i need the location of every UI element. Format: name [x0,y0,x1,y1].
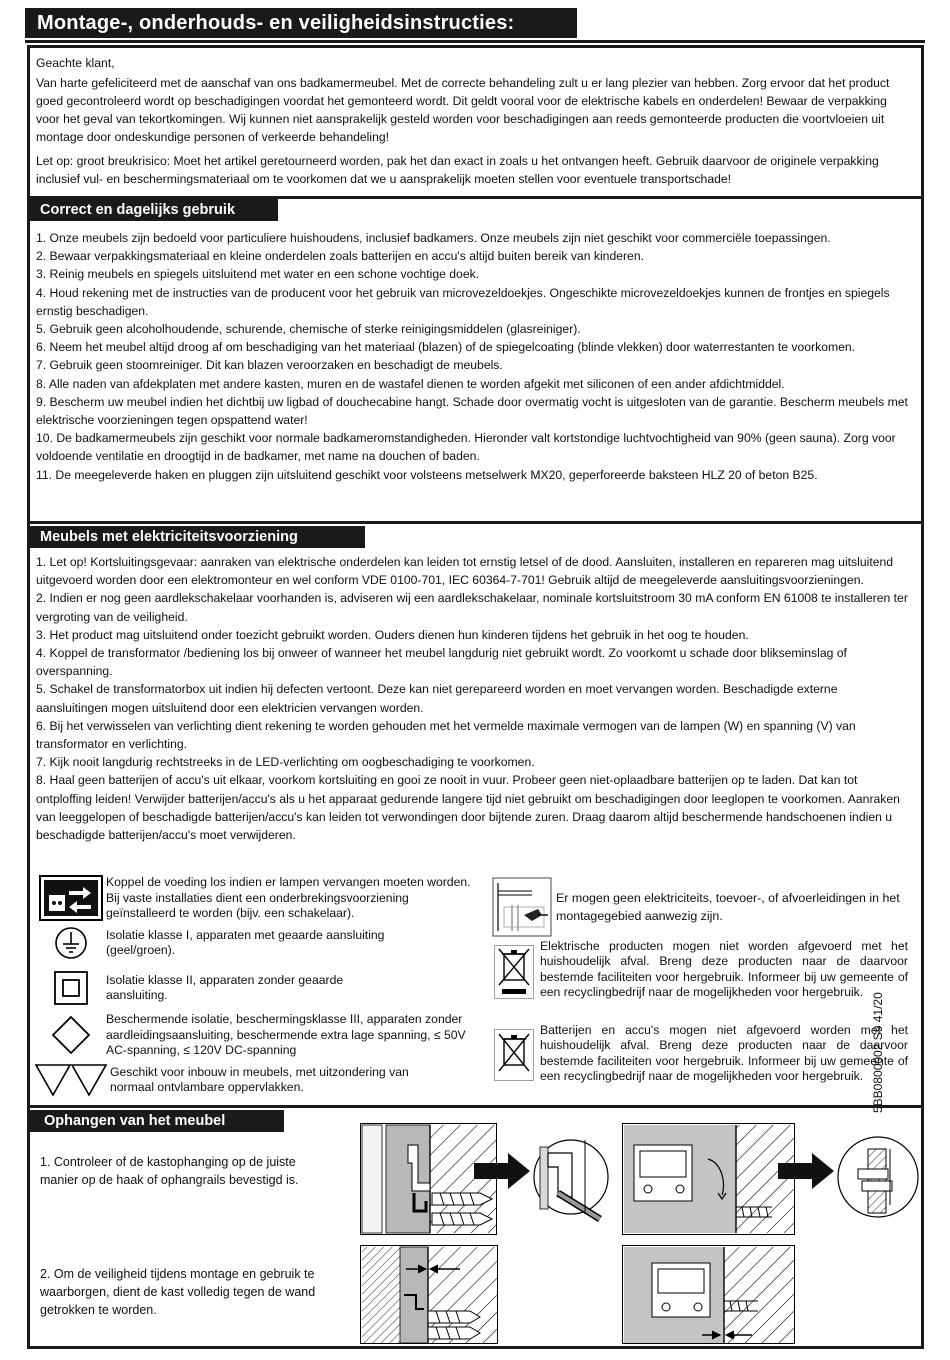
symbol-row [488,939,918,1001]
section-heading-hanging: Ophangen van het meubel [30,1110,284,1132]
symbol-row [36,926,481,960]
list-item: 1. Let op! Kortsluitingsgevaar: aanraken van elektrische onderdelen kan leiden tot ernstig letsel of de dood. Aansluiten, installeren en repareren mag uitsluitend uitgevoerd worden door een elektromonteur en wel conform VDE 0100-701, IEC 60364-7-701! Gebruik altijd de meegeleverde aansluitingsvoorzieningen. [36,555,894,588]
list-item: 6. Neem het meubel altijd droog af om beschadiging van het materiaal (blazen) of de spiegelcoating (blinde vlekken) door waterrestanten te voorkomen. [36,340,856,355]
instruction-sheet [25,8,925,1351]
list-item: 7. Kijk nooit langdurig rechtstreeks in de LED-verlichting om oogbeschadiging te voorkomen. [36,755,535,770]
list-item: 6. Bij het verwisselen van verlichting dient rekening te worden gehouden met het vermelde maximale vermogen van de lampen (W) en spanning (V) van transformator en verlichting. [36,718,856,752]
list-item: 3. Het product mag uitsluitend onder toezicht gebruikt worden. Ouders dienen hun kinderen tijdens het gebruik in het oog te houden. [36,627,749,642]
symbol-text: Geschikt voor inbouw in meubels, met uitzondering van normaal ontvlambare oppervlakken. [110,1064,409,1094]
crossed-bin-icon [488,1023,540,1081]
rail-flush-wall-illustration [622,1245,797,1350]
hook-mounting-illustration [360,1123,610,1241]
electrical-list [36,553,912,844]
class-three-diamond-icon [36,1015,106,1055]
list-item: 4. Houd rekening met de instructies van de producent voor het gebruik van microvezeldoekjes. Ongeschikte microvezeldoekjes kunnen de frontjes en spiegels ernstig beschadigen. [36,285,890,318]
symbol-row [36,1012,481,1059]
list-item: 11. De meegeleverde haken en pluggen zijn uitsluitend geschikt voor volsteens metselwerk MX20, geperforeerde baksteen HLZ 20 of beton B25. [36,467,818,482]
intro-text [36,54,914,190]
class-two-insulation-icon [36,970,106,1006]
intro-paragraph-2: Let op: groot breukrisico: Moet het artikel geretourneerd worden, pak het dan exact in zoals u het ontvangen heeft. Gebruik daarvoor de originele verpakking inclusief vul- en beschermingsmateriaal om te voorkomen dat we u aansprakelijk moeten stellen voor eventuele transportschade! [36,154,879,186]
section-divider [30,521,921,524]
symbol-text: Koppel de voeding los indien er lampen vervangen moeten worden. Bij vaste installaties dient een onderbrekingsvoorziening geïnstalleerd te worden (bijv. een schakelaar). [106,875,471,920]
section-divider [30,1105,921,1108]
main-box [27,196,924,1349]
list-item: 9. Bescherm uw meubel indien het dichtbij uw ligbad of douchecabine hangt. Schade door overmatig vocht is uitgesloten van de garantie. Bescherm meubels met elektrische voorzieningen tegen opspattend water! [36,394,908,428]
intro-box [27,45,924,199]
symbol-text: Elektrische producten mogen niet worden afgevoerd met het huishoudelijk afval. Breng deze producten naar de daarvoor bestemde faciliteiten voor hergebruik. Informeer bij uw gemeente of een recyclingbedrijf naar de mogelijkheden voor hergebruik. [540,939,908,1000]
disconnect-plug-icon [36,875,106,921]
symbol-text: Er mogen geen elektriciteits, toevoer-, of afvoerleidingen in het montagegebied aanwezig zijn. [556,891,900,923]
document-code: 5BB0800002 S9 41/20 [871,992,885,1113]
no-cables-drilling-icon [488,877,556,937]
page-title: Montage-, onderhouds- en veiligheidsinstructies: [25,8,577,38]
cabinet-flush-wall-illustration [360,1245,500,1350]
hanging-step-1: 1. Controleer of de kastophanging op de juiste manier op de haak of ophangrails bevestigd is. [40,1155,299,1187]
list-item: 4. Koppel de transformator /bediening los bij onweer of wanneer het meubel langdurig niet gebruikt wordt. Zo voorkomt u schade door blikseminslag of overspanning. [36,646,847,679]
list-item: 3. Reinig meubels en spiegels uitsluitend met water en een schone vochtige doek. [36,267,480,282]
daily-use-list [36,229,912,484]
list-item: 5. Gebruik geen alcoholhoudende, schurende, chemische of sterke reinigingsmiddelen (glasreiniger). [36,322,581,337]
symbol-text: Beschermende isolatie, beschermingsklasse III, apparaten zonder aardleidingsaansluiting, beschermende extra lage spanning, ≤ 50V AC-spanning, ≤ 120V DC-spanning [106,1012,466,1057]
list-item: 8. Alle naden van afdekplaten met andere kasten, muren en de wastafel dienen te worden afgekit met siliconen of een ander afdichtmiddel. [36,376,785,391]
list-item: 1. Onze meubels zijn bedoeld voor particuliere huishoudens, inclusief badkamers. Onze meubels zijn niet geschikt voor commerciële toepassingen. [36,231,831,245]
rail-mounting-illustration [622,1123,922,1241]
symbol-row [36,970,481,1006]
list-item: 10. De badkamermeubels zijn geschikt voor normale badkameromstandigheden. Hieronder valt kortstondige luchtvochtigheid van 90% (geen sauna). Zorg voor voldoende ventilatie en droogtijd in de badkamer, met name na douchen of baden. [36,431,896,464]
crossed-bin-bar-icon [488,939,540,999]
list-item: 2. Bewaar verpakkingsmateriaal en kleine onderdelen zoals batterijen en accu's altijd buiten bereik van kinderen. [36,249,645,264]
list-item: 7. Gebruik geen stoomreiniger. Dit kan blazen veroorzaken en beschadigt de meubels. [36,358,503,373]
symbol-text: Isolatie klasse II, apparaten zonder geaarde aansluiting. [106,972,344,1002]
protective-earth-icon [36,926,106,960]
list-item: 2. Indien er nog geen aardlekschakelaar voorhanden is, adviseren wij een aardlekschakelaar, nominale kortsluitstroom 30 mA conform EN 61008 te installeren ter vergroting van de veiligheid. [36,591,908,624]
symbol-row [32,1062,481,1098]
symbol-text: Isolatie klasse I, apparaten met geaarde aansluiting (geel/groen). [106,927,385,957]
list-item: 5. Schakel de transformatorbox uit indien hij defecten vertoont. Deze kan niet gerepareerd worden en moet vervangen worden. Beschadigde externe aansluitingen mogen uitsluitend door een elektricien vervangen worden. [36,682,838,715]
intro-paragraph-1: Van harte gefeliciteerd met de aanschaf van ons badkamermeubel. Met de correcte behandeling zult u er lang plezier van hebben. Zorg ervoor dat het product goed gecontroleerd wordt op beschadigingen voordat het gemonteerd wordt. Dit geldt vooral voor de elektrische kabels en onderdelen! Bewaar de verpakking voor het geval van tekortkomingen. Wij kunnen niet aansprakelijk gesteld worden voor beschadigingen aan reeds gemonteerde producten die voortvloeien uit montage door ondeskundige personen of verkeerde behandeling! [36,76,890,144]
list-item: 8. Haal geen batterijen of accu's uit elkaar, voorkom kortsluiting en gooi ze nooit in vuur. Probeer geen niet-oplaadbare batterijen op te laden. Dat kan tot ontploffing leiden! Verwijder batterijen/accu's als u het apparaat gedurende langere tijd niet gebruikt om beschadigingen door leeglopen te voorkomen. Aanraken van leeggelopen of beschadigde batterijen/accu's kan leiden tot verwondingen door bijtende zuren. Draag daarom altijd beschermende handschoenen indien u beschadigde batterijen/accu's moet verwijderen. [36,773,900,843]
symbol-row [36,875,481,922]
symbol-row [488,877,918,937]
hanging-step-2: 2. Om de veiligheid tijdens montage en gebruik te waarborgen, dient de kast volledig tegen de wand getrokken te worden. [40,1267,316,1317]
furniture-mounting-triangles-icon [32,1062,110,1098]
intro-greeting: Geachte klant, [36,56,115,70]
section-heading-electrical: Meubels met elektriciteitsvoorziening [30,526,365,548]
section-heading-daily-use: Correct en dagelijks gebruik [30,199,278,221]
title-rule [25,40,925,43]
symbol-row [488,1023,918,1085]
symbol-text: Batterijen en accu's mogen niet afgevoerd worden met het huishoudelijk afval. Breng deze producten naar de daarvoor bestemde faciliteiten voor hergebruik. Informeer bij uw gemeente of een recyclingbedrijf naar de mogelijkheden voor hergebruik. [540,1023,908,1084]
